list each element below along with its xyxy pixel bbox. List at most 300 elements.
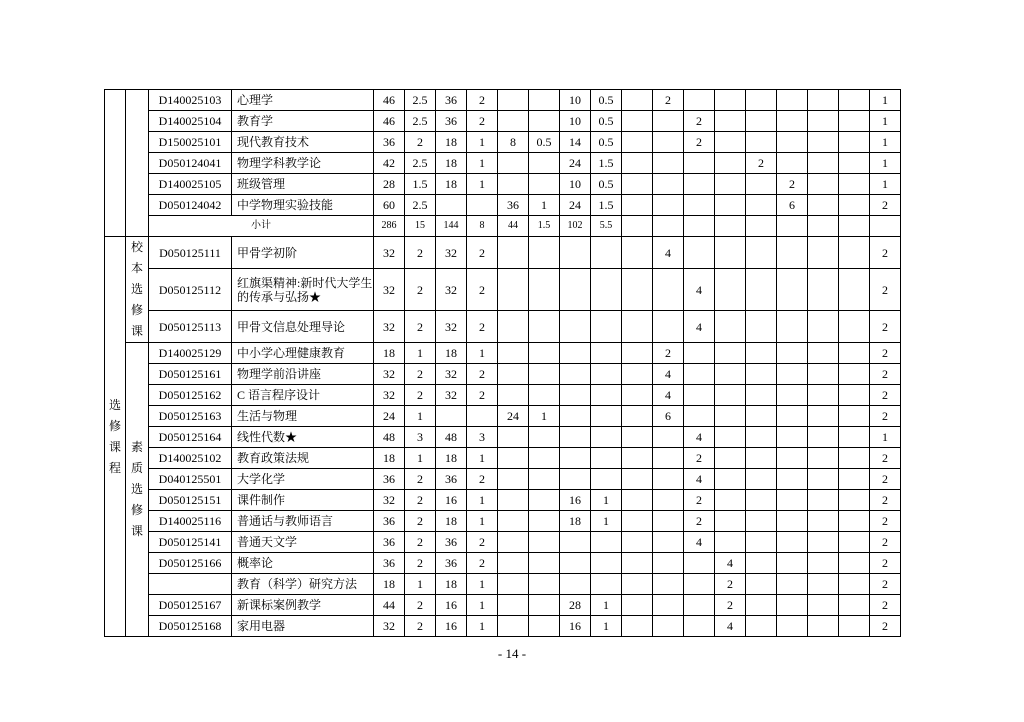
- table-cell: [715, 385, 746, 406]
- table-cell: [746, 595, 777, 616]
- course-name: 教育学: [232, 111, 374, 132]
- course-name: 教育（科学）研究方法: [232, 574, 374, 595]
- table-cell: 24: [560, 195, 591, 216]
- table-cell: [808, 153, 839, 174]
- subtotal-value: 1.5: [529, 216, 560, 237]
- table-cell: [715, 311, 746, 343]
- table-row: [105, 174, 901, 195]
- table-cell: 36: [436, 532, 467, 553]
- table-row: [105, 616, 901, 637]
- table-cell: [529, 364, 560, 385]
- subtotal-value: [777, 216, 808, 237]
- table-cell: [467, 195, 498, 216]
- table-cell: [622, 174, 653, 195]
- table-cell: 2.5: [405, 195, 436, 216]
- table-cell: [808, 385, 839, 406]
- table-cell: [684, 616, 715, 637]
- course-code: D140025102: [149, 448, 232, 469]
- table-cell: 16: [436, 616, 467, 637]
- table-cell: 24: [374, 406, 405, 427]
- table-cell: 1: [405, 343, 436, 364]
- table-cell: [622, 132, 653, 153]
- subtotal-value: 286: [374, 216, 405, 237]
- table-cell: 1: [405, 448, 436, 469]
- subtotal-value: [715, 216, 746, 237]
- table-cell: [529, 343, 560, 364]
- table-cell: [715, 111, 746, 132]
- table-cell: [529, 311, 560, 343]
- table-cell: 4: [684, 469, 715, 490]
- table-row: [105, 111, 901, 132]
- table-cell: [622, 511, 653, 532]
- table-cell: [808, 532, 839, 553]
- table-cell: [622, 574, 653, 595]
- table-cell: [591, 311, 622, 343]
- table-cell: [746, 364, 777, 385]
- table-cell: [715, 427, 746, 448]
- table-cell: 18: [436, 343, 467, 364]
- table-cell: [622, 343, 653, 364]
- table-cell: [684, 153, 715, 174]
- table-cell: 1: [405, 574, 436, 595]
- table-cell: 2: [405, 511, 436, 532]
- table-cell: [808, 237, 839, 269]
- table-cell: [777, 427, 808, 448]
- table-cell: [839, 311, 870, 343]
- table-cell: [808, 90, 839, 111]
- table-cell: [839, 574, 870, 595]
- table-cell: [746, 532, 777, 553]
- table-cell: 2: [405, 132, 436, 153]
- course-code: D140025105: [149, 174, 232, 195]
- table-cell: 4: [684, 311, 715, 343]
- table-cell: [777, 90, 808, 111]
- table-cell: [529, 574, 560, 595]
- table-cell: 4: [715, 553, 746, 574]
- table-cell: [591, 427, 622, 448]
- table-row: [105, 385, 901, 406]
- table-cell: 18: [436, 448, 467, 469]
- table-cell: 2: [715, 595, 746, 616]
- table-cell: [529, 511, 560, 532]
- table-cell: 32: [374, 364, 405, 385]
- table-cell: [591, 469, 622, 490]
- subtotal-value: 102: [560, 216, 591, 237]
- table-cell: 4: [653, 364, 684, 385]
- table-cell: 44: [374, 595, 405, 616]
- table-cell: 2: [870, 616, 901, 637]
- table-cell: [839, 532, 870, 553]
- table-cell: 2: [870, 574, 901, 595]
- table-cell: [746, 311, 777, 343]
- table-cell: [808, 132, 839, 153]
- course-name: 普通天文学: [232, 532, 374, 553]
- table-cell: [839, 237, 870, 269]
- table-cell: [715, 511, 746, 532]
- table-cell: 2: [467, 269, 498, 311]
- table-row: [105, 469, 901, 490]
- table-cell: [808, 469, 839, 490]
- table-cell: [684, 343, 715, 364]
- table-cell: [839, 269, 870, 311]
- table-cell: 2: [653, 90, 684, 111]
- table-cell: 36: [436, 553, 467, 574]
- table-cell: 36: [374, 553, 405, 574]
- table-cell: 1: [405, 406, 436, 427]
- table-cell: [653, 511, 684, 532]
- subtotal-label: 小计: [149, 216, 374, 237]
- table-row: [105, 511, 901, 532]
- table-cell: 24: [498, 406, 529, 427]
- subtotal-value: 15: [405, 216, 436, 237]
- table-row: [105, 448, 901, 469]
- table-cell: 2: [870, 311, 901, 343]
- table-cell: [622, 532, 653, 553]
- table-cell: 1: [467, 490, 498, 511]
- table-cell: [808, 448, 839, 469]
- table-cell: [808, 174, 839, 195]
- table-cell: [498, 269, 529, 311]
- table-cell: 2: [653, 343, 684, 364]
- table-cell: 2: [870, 469, 901, 490]
- table-cell: [529, 469, 560, 490]
- table-cell: [436, 406, 467, 427]
- course-code: [149, 574, 232, 595]
- table-cell: 10: [560, 90, 591, 111]
- table-cell: [839, 595, 870, 616]
- table-cell: 2: [405, 311, 436, 343]
- table-cell: [498, 553, 529, 574]
- subtotal-value: [746, 216, 777, 237]
- table-cell: [746, 406, 777, 427]
- table-cell: [808, 616, 839, 637]
- table-cell: [498, 174, 529, 195]
- course-name: 生活与物理: [232, 406, 374, 427]
- table-cell: [777, 448, 808, 469]
- table-cell: [839, 511, 870, 532]
- table-cell: 42: [374, 153, 405, 174]
- table-cell: [746, 469, 777, 490]
- table-cell: 2: [870, 490, 901, 511]
- table-cell: [653, 448, 684, 469]
- table-cell: [653, 553, 684, 574]
- table-cell: [746, 343, 777, 364]
- course-name: 甲骨文信息处理导论: [232, 311, 374, 343]
- table-cell: 2: [467, 364, 498, 385]
- table-cell: 8: [498, 132, 529, 153]
- table-cell: [839, 427, 870, 448]
- table-cell: [560, 364, 591, 385]
- table-cell: 32: [436, 385, 467, 406]
- table-cell: [746, 553, 777, 574]
- table-cell: [746, 490, 777, 511]
- table-cell: 1: [870, 111, 901, 132]
- table-cell: 2: [870, 595, 901, 616]
- course-name: 中小学心理健康教育: [232, 343, 374, 364]
- table-cell: 2: [467, 311, 498, 343]
- table-cell: 2: [870, 385, 901, 406]
- table-cell: 0.5: [591, 111, 622, 132]
- table-row: [105, 553, 901, 574]
- subtotal-value: [653, 216, 684, 237]
- table-cell: [622, 553, 653, 574]
- table-cell: [529, 616, 560, 637]
- table-cell: [560, 406, 591, 427]
- table-cell: [622, 385, 653, 406]
- table-cell: [498, 448, 529, 469]
- table-cell: [777, 616, 808, 637]
- table-cell: [498, 490, 529, 511]
- table-cell: 1: [529, 195, 560, 216]
- course-name: 普通话与教师语言: [232, 511, 374, 532]
- table-cell: [560, 269, 591, 311]
- table-cell: 0.5: [591, 174, 622, 195]
- table-cell: [560, 311, 591, 343]
- table-cell: 4: [715, 616, 746, 637]
- course-name: 中学物理实验技能: [232, 195, 374, 216]
- table-cell: 2: [405, 553, 436, 574]
- course-schedule-table: [104, 89, 901, 637]
- table-cell: [808, 111, 839, 132]
- table-cell: 2: [870, 448, 901, 469]
- subtotal-value: 5.5: [591, 216, 622, 237]
- table-cell: 6: [777, 195, 808, 216]
- table-cell: [715, 406, 746, 427]
- table-cell: [746, 111, 777, 132]
- course-code: D150025101: [149, 132, 232, 153]
- table-cell: [529, 174, 560, 195]
- table-cell: [591, 406, 622, 427]
- table-row: [105, 490, 901, 511]
- table-cell: [653, 311, 684, 343]
- table-cell: 2: [405, 532, 436, 553]
- table-cell: 18: [436, 511, 467, 532]
- table-cell: [622, 311, 653, 343]
- table-cell: 18: [374, 448, 405, 469]
- table-cell: 2: [684, 511, 715, 532]
- table-cell: 18: [436, 574, 467, 595]
- table-cell: 2: [405, 616, 436, 637]
- table-cell: [808, 343, 839, 364]
- table-cell: 48: [436, 427, 467, 448]
- table-cell: [498, 385, 529, 406]
- course-name: 大学化学: [232, 469, 374, 490]
- table-cell: [777, 311, 808, 343]
- table-cell: [715, 490, 746, 511]
- table-cell: [684, 195, 715, 216]
- table-row: [105, 311, 901, 343]
- table-cell: [715, 364, 746, 385]
- table-cell: 4: [653, 385, 684, 406]
- table-cell: 1.5: [591, 195, 622, 216]
- table-cell: [653, 269, 684, 311]
- table-cell: 32: [436, 269, 467, 311]
- table-cell: 2: [405, 364, 436, 385]
- table-cell: [498, 90, 529, 111]
- table-cell: [436, 195, 467, 216]
- table-cell: [839, 406, 870, 427]
- table-cell: 1.5: [405, 174, 436, 195]
- table-cell: [498, 427, 529, 448]
- table-cell: [560, 553, 591, 574]
- table-cell: 18: [436, 174, 467, 195]
- table-cell: 16: [436, 490, 467, 511]
- table-row: [105, 406, 901, 427]
- table-cell: [839, 364, 870, 385]
- table-cell: 36: [374, 132, 405, 153]
- table-cell: [529, 153, 560, 174]
- table-cell: 2: [467, 237, 498, 269]
- table-cell: 10: [560, 111, 591, 132]
- table-cell: [653, 132, 684, 153]
- table-cell: [653, 490, 684, 511]
- table-cell: [808, 195, 839, 216]
- table-cell: [529, 90, 560, 111]
- table-cell: [715, 532, 746, 553]
- table-cell: 2: [467, 111, 498, 132]
- table-cell: 2: [405, 595, 436, 616]
- table-cell: [839, 385, 870, 406]
- table-cell: [653, 469, 684, 490]
- course-code: D050124042: [149, 195, 232, 216]
- table-cell: [684, 237, 715, 269]
- table-cell: [653, 111, 684, 132]
- table-cell: [498, 111, 529, 132]
- table-cell: [808, 364, 839, 385]
- table-cell: [498, 532, 529, 553]
- table-cell: [591, 364, 622, 385]
- table-cell: [498, 574, 529, 595]
- table-cell: [839, 153, 870, 174]
- course-name: 新课标案例教学: [232, 595, 374, 616]
- table-cell: [839, 174, 870, 195]
- table-cell: 1: [870, 427, 901, 448]
- table-cell: 1: [870, 90, 901, 111]
- table-cell: 1: [467, 511, 498, 532]
- table-cell: [777, 111, 808, 132]
- table-cell: 46: [374, 90, 405, 111]
- table-cell: 36: [374, 532, 405, 553]
- table-cell: [839, 616, 870, 637]
- table-cell: [498, 153, 529, 174]
- course-code: D050125167: [149, 595, 232, 616]
- table-cell: [777, 553, 808, 574]
- table-cell: [591, 237, 622, 269]
- table-cell: 2: [405, 490, 436, 511]
- table-cell: 36: [436, 111, 467, 132]
- table-cell: [777, 132, 808, 153]
- table-cell: [715, 132, 746, 153]
- table-cell: 1: [591, 511, 622, 532]
- table-cell: [715, 174, 746, 195]
- table-cell: 0.5: [591, 90, 622, 111]
- table-cell: [653, 616, 684, 637]
- table-cell: 1: [591, 616, 622, 637]
- course-code: D050125166: [149, 553, 232, 574]
- course-code: D050125141: [149, 532, 232, 553]
- table-cell: 1: [467, 448, 498, 469]
- table-row: [105, 269, 901, 311]
- table-cell: 46: [374, 111, 405, 132]
- table-cell: [684, 406, 715, 427]
- table-cell: [622, 90, 653, 111]
- table-cell: [839, 490, 870, 511]
- course-code: D050125112: [149, 269, 232, 311]
- table-cell: [529, 448, 560, 469]
- table-cell: 2: [684, 132, 715, 153]
- table-cell: 4: [684, 532, 715, 553]
- table-cell: [839, 469, 870, 490]
- blank-cell: [126, 90, 149, 237]
- table-cell: 18: [374, 343, 405, 364]
- table-cell: 14: [560, 132, 591, 153]
- table-cell: [746, 385, 777, 406]
- table-cell: 18: [374, 574, 405, 595]
- table-cell: 1: [870, 174, 901, 195]
- table-cell: [529, 532, 560, 553]
- table-cell: [560, 448, 591, 469]
- course-code: D050125113: [149, 311, 232, 343]
- table-cell: 2: [405, 237, 436, 269]
- table-cell: 2: [467, 532, 498, 553]
- page-number: - 14 -: [497, 646, 527, 661]
- course-code: D140025129: [149, 343, 232, 364]
- course-name: 现代教育技术: [232, 132, 374, 153]
- table-cell: [715, 469, 746, 490]
- table-cell: 2: [467, 469, 498, 490]
- table-cell: [529, 490, 560, 511]
- course-code: D050125162: [149, 385, 232, 406]
- table-cell: [715, 269, 746, 311]
- table-cell: 2: [467, 553, 498, 574]
- table-row: [105, 595, 901, 616]
- table-cell: [777, 469, 808, 490]
- table-cell: [808, 490, 839, 511]
- table-cell: [808, 311, 839, 343]
- table-cell: [684, 364, 715, 385]
- course-code: D050124041: [149, 153, 232, 174]
- subtotal-value: [808, 216, 839, 237]
- table-cell: [684, 595, 715, 616]
- table-cell: 2.5: [405, 153, 436, 174]
- table-cell: 2: [870, 511, 901, 532]
- table-cell: 3: [405, 427, 436, 448]
- table-cell: [591, 343, 622, 364]
- subtotal-value: 8: [467, 216, 498, 237]
- table-cell: 36: [436, 90, 467, 111]
- course-code: D050125161: [149, 364, 232, 385]
- course-code: D050125151: [149, 490, 232, 511]
- table-cell: 2: [405, 269, 436, 311]
- table-cell: [622, 616, 653, 637]
- table-cell: [746, 616, 777, 637]
- table-cell: 28: [374, 174, 405, 195]
- course-name: 班级管理: [232, 174, 374, 195]
- table-cell: [591, 574, 622, 595]
- table-cell: [777, 511, 808, 532]
- table-row: [105, 364, 901, 385]
- table-cell: 48: [374, 427, 405, 448]
- course-name: 线性代数★: [232, 427, 374, 448]
- table-cell: 0.5: [591, 132, 622, 153]
- table-cell: [777, 385, 808, 406]
- table-cell: [746, 195, 777, 216]
- table-row: [105, 132, 901, 153]
- table-cell: 18: [560, 511, 591, 532]
- table-cell: 60: [374, 195, 405, 216]
- table-cell: [684, 90, 715, 111]
- table-cell: 32: [436, 364, 467, 385]
